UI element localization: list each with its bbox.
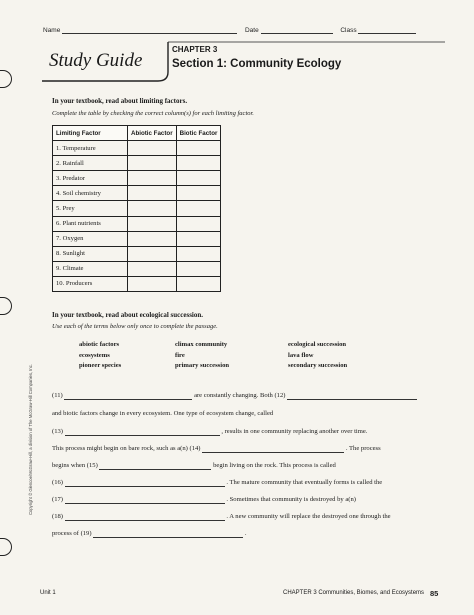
limiting-factor-table: [52, 125, 221, 292]
date-label: Date: [244, 27, 259, 34]
answer-blank-19[interactable]: [93, 537, 243, 538]
name-label: Name: [43, 27, 61, 34]
factor-cell: 4. Soil chemistry: [53, 186, 128, 201]
biotic-check-cell[interactable]: [176, 261, 221, 276]
answer-blank-14[interactable]: [202, 452, 344, 453]
binder-hole-middle: [0, 297, 12, 315]
table-row: [53, 141, 221, 156]
abiotic-check-cell[interactable]: [128, 141, 177, 156]
term: lava flow: [288, 351, 314, 359]
blank-number: (11): [52, 392, 63, 399]
passage-text: begins when (15): [52, 462, 98, 469]
copyright-notice: Copyright © Glencoe/McGraw-Hill, a division of The McGraw-Hill Companies, Inc.: [28, 363, 33, 515]
part1-direction: Complete the table by checking the correct column(s) for each limiting factor.: [52, 110, 254, 117]
blank-number: (16): [52, 479, 63, 486]
binder-hole-top: [0, 70, 12, 88]
factor-cell: 5. Prey: [53, 201, 128, 216]
biotic-check-cell[interactable]: [176, 231, 221, 246]
answer-blank-11[interactable]: [64, 399, 192, 400]
passage-text: . Sometimes that community is destroyed by a(n): [226, 496, 356, 503]
factor-cell: 3. Predator: [53, 171, 128, 186]
answer-blank-15[interactable]: [99, 469, 211, 470]
biotic-check-cell[interactable]: [176, 201, 221, 216]
page-number: 85: [430, 589, 439, 598]
factor-cell: 2. Rainfall: [53, 156, 128, 171]
term: climax community: [175, 341, 228, 348]
footer-chapter: CHAPTER 3 Communities, Biomes, and Ecosystems: [283, 590, 425, 596]
abiotic-check-cell[interactable]: [128, 231, 177, 246]
abiotic-check-cell[interactable]: [128, 246, 177, 261]
passage-text: .: [244, 530, 247, 537]
term: abiotic factors: [79, 341, 120, 348]
factor-cell: 1. Temperature: [53, 141, 128, 156]
table-row: [53, 171, 221, 186]
abiotic-check-cell[interactable]: [128, 171, 177, 186]
chapter-label: CHAPTER 3: [172, 45, 218, 54]
biotic-check-cell[interactable]: [176, 171, 221, 186]
section-title: Section 1: Community Ecology: [172, 58, 342, 70]
biotic-check-cell[interactable]: [176, 156, 221, 171]
factor-cell: 7. Oxygen: [53, 231, 128, 246]
factor-cell: 10. Producers: [53, 276, 128, 291]
term: secondary succession: [288, 362, 348, 369]
passage-text: . The process: [345, 445, 381, 452]
abiotic-check-cell[interactable]: [128, 156, 177, 171]
abiotic-check-cell[interactable]: [128, 201, 177, 216]
part2-instruction: In your textbook, read about ecological succession.: [52, 311, 204, 319]
passage-text: and biotic factors change in every ecosystem. One type of ecosystem change, called: [52, 410, 274, 417]
blank-number: (18): [52, 513, 63, 520]
blank-number: (13): [52, 428, 63, 435]
table-row: [53, 156, 221, 171]
table-row: [53, 216, 221, 231]
factor-cell: 9. Climate: [53, 261, 128, 276]
passage-text: , results in one community replacing another over time.: [221, 428, 368, 435]
table-row: [53, 261, 221, 276]
passage-text: process of (19): [52, 530, 92, 537]
passage-text: . The mature community that eventually forms is called the: [226, 479, 383, 486]
factor-cell: 8. Sunlight: [53, 246, 128, 261]
term: ecological succession: [288, 341, 347, 348]
answer-blank-12[interactable]: [287, 399, 417, 400]
passage-text: . A new community will replace the destroyed one through the: [226, 513, 391, 520]
abiotic-check-cell[interactable]: [128, 276, 177, 291]
abiotic-check-cell[interactable]: [128, 261, 177, 276]
answer-blank-17[interactable]: [65, 503, 225, 504]
answer-blank-16[interactable]: [65, 486, 225, 487]
factor-cell: 6. Plant nutrients: [53, 216, 128, 231]
biotic-check-cell[interactable]: [176, 186, 221, 201]
answer-blank-13[interactable]: [65, 435, 220, 436]
date-field[interactable]: [261, 33, 333, 34]
abiotic-check-cell[interactable]: [128, 186, 177, 201]
blank-number: (17): [52, 496, 63, 503]
term: ecosystems: [79, 351, 110, 359]
part1-instruction: In your textbook, read about limiting factors.: [52, 97, 188, 105]
col-biotic-factor: Biotic Factor: [176, 126, 221, 141]
abiotic-check-cell[interactable]: [128, 216, 177, 231]
class-label: Class: [340, 27, 357, 34]
class-field[interactable]: [358, 33, 416, 34]
col-abiotic-factor: Abiotic Factor: [128, 126, 177, 141]
table-header-row: [53, 126, 221, 141]
study-guide-title: Study Guide: [49, 50, 143, 71]
biotic-check-cell[interactable]: [176, 276, 221, 291]
answer-blank-18[interactable]: [65, 520, 225, 521]
term: fire: [175, 351, 185, 359]
table-row: [53, 201, 221, 216]
footer-unit: Unit 1: [40, 590, 56, 596]
col-limiting-factor: Limiting Factor: [53, 126, 128, 141]
table-row: [53, 246, 221, 261]
table-row: [53, 231, 221, 246]
name-field[interactable]: [62, 33, 237, 34]
biotic-check-cell[interactable]: [176, 246, 221, 261]
passage-text: This process might begin on bare rock, such as a(n) (14): [52, 445, 201, 452]
word-bank: [79, 340, 409, 372]
header-row: [43, 27, 443, 34]
biotic-check-cell[interactable]: [176, 216, 221, 231]
part2-direction: Use each of the terms below only once to complete the passage.: [52, 323, 218, 330]
term: primary succession: [175, 362, 230, 369]
table-row: [53, 276, 221, 291]
passage-text: are constantly changing. Both (12): [194, 392, 286, 399]
passage-text: begin living on the rock. This process is called: [213, 462, 336, 469]
term: pioneer species: [79, 362, 122, 369]
binder-hole-bottom: [0, 538, 12, 556]
biotic-check-cell[interactable]: [176, 141, 221, 156]
table-row: [53, 186, 221, 201]
